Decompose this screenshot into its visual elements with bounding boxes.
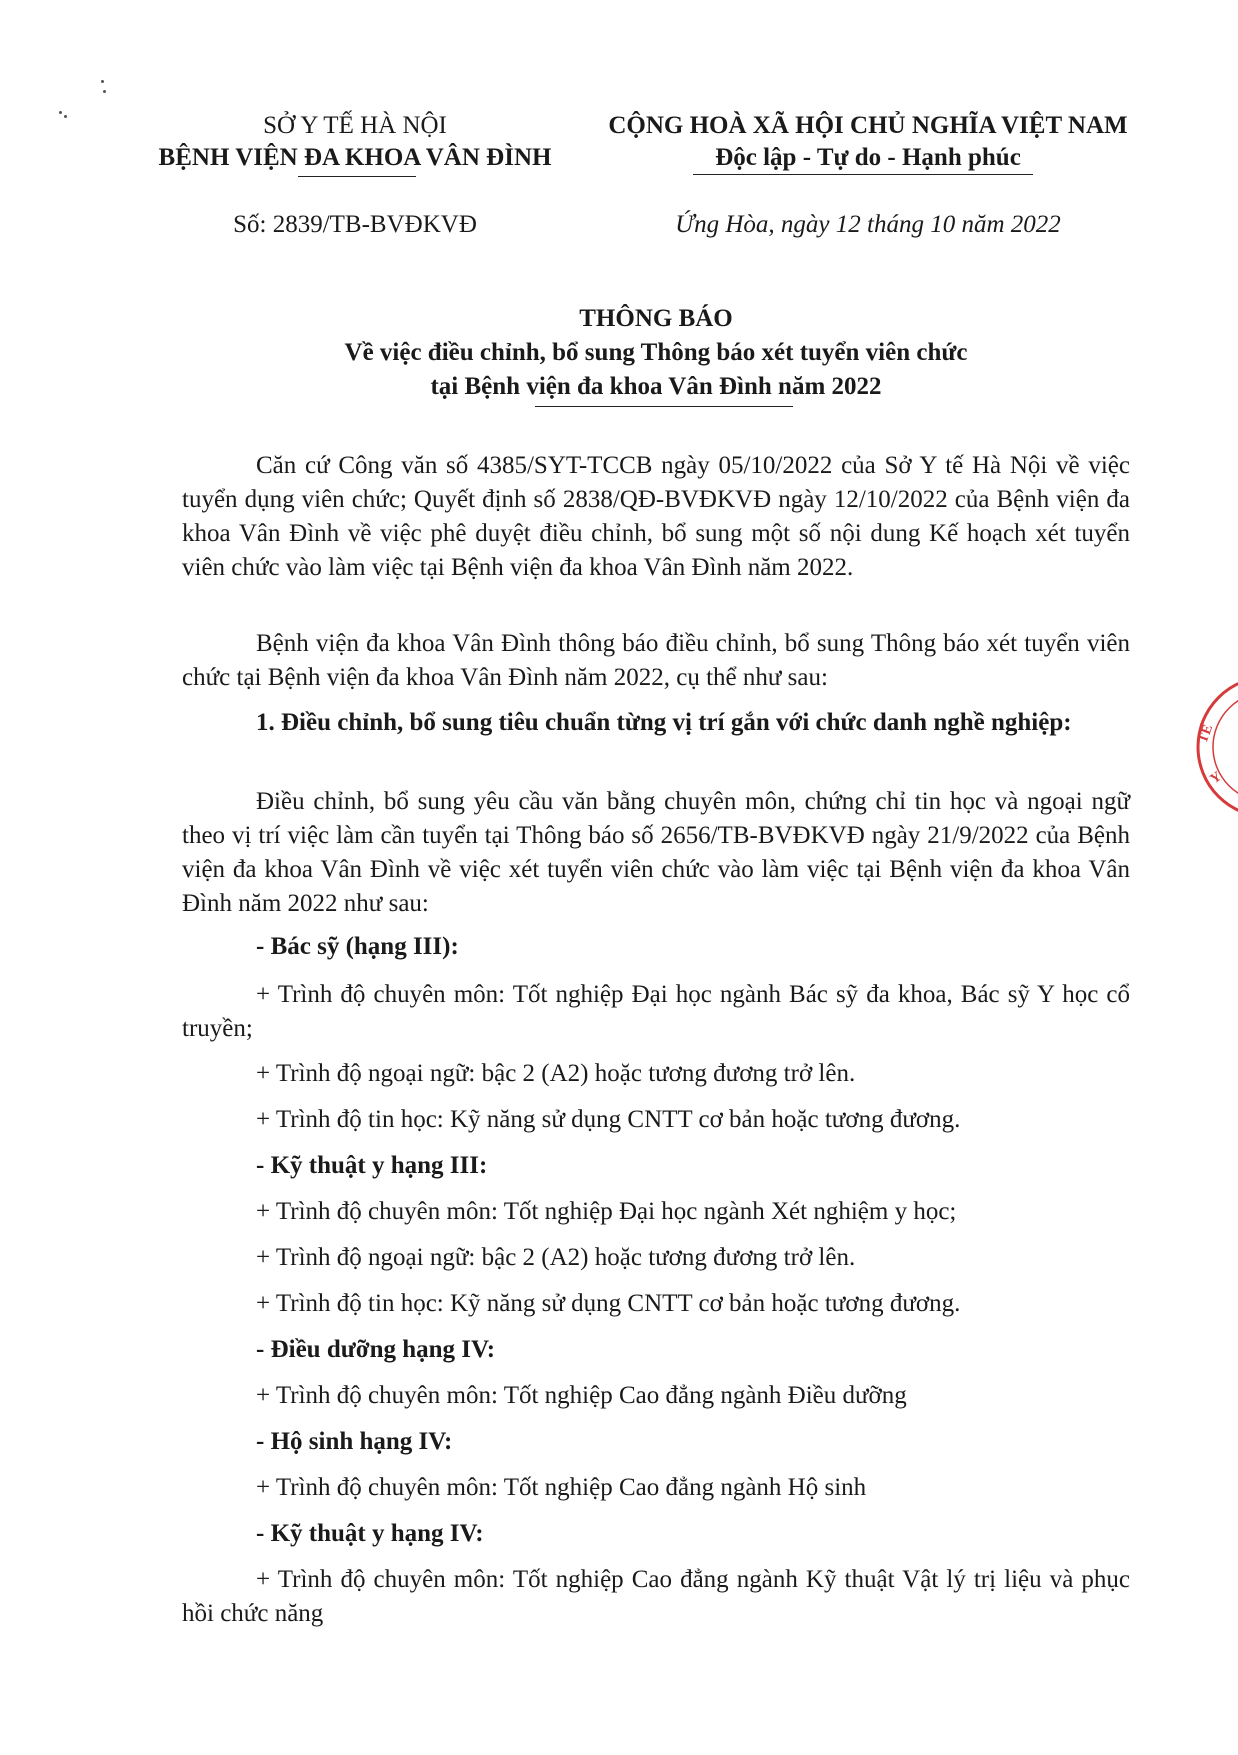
position-heading-bacsy: - Bác sỹ (hạng III): [256, 933, 459, 960]
ktyh3-tinhoc: + Trình độ tin học: Kỹ năng sử dụng CNTT cơ bản hoặc tương đương. [256, 1290, 961, 1317]
position-heading-ktyh3: - Kỹ thuật y hạng III: [256, 1152, 488, 1179]
paragraph-announcement: Bệnh viện đa khoa Vân Đình thông báo điều chỉnh, bổ sung Thông báo xét tuyển viên chức tại Bệnh viện đa khoa Vân Đình năm 2022, cụ thể như sau: [182, 630, 1130, 691]
red-seal-stamp [1188, 672, 1238, 822]
nation-title: CỘNG HOÀ XÃ HỘI CHỦ NGHĨA VIỆT NAM [608, 112, 1128, 139]
position-heading-dieuduong: - Điều dưỡng hạng IV: [256, 1336, 496, 1363]
paragraph-legal-basis: Căn cứ Công văn số 4385/SYT-TCCB ngày 05/10/2022 của Sở Y tế Hà Nội về việc tuyển dụng viên chức; Quyết định số 2838/QĐ-BVĐKVĐ ngày 12/10/2022 của Bệnh viện đa khoa Vân Đình về việc phê duyệt điều chỉnh, bổ sung một số nội dung Kế hoạch xét tuyển viên chức vào làm việc tại Bệnh viện đa khoa Vân Đình năm 2022. [182, 452, 1130, 581]
ktyh3-ngoaingu: + Trình độ ngoại ngữ: bậc 2 (A2) hoặc tương đương trở lên. [256, 1244, 856, 1271]
ktyh4-chuyenmon: + Trình độ chuyên môn: Tốt nghiệp Cao đẳng ngành Kỹ thuật Vật lý trị liệu và phục hồi chức năng [182, 1566, 1130, 1627]
position-heading-hosinh: - Hộ sinh hạng IV: [256, 1428, 453, 1455]
org-underline [298, 176, 416, 177]
document-title [182, 302, 1130, 404]
ktyh3-chuyenmon: + Trình độ chuyên môn: Tốt nghiệp Đại học ngành Xét nghiệm y học; [256, 1198, 957, 1225]
bacsy-tinhoc: + Trình độ tin học: Kỹ năng sử dụng CNTT cơ bản hoặc tương đương. [256, 1106, 961, 1133]
scan-speck [101, 80, 104, 83]
org-header [140, 109, 570, 175]
title-main: THÔNG BÁO [579, 305, 733, 332]
nation-header [598, 109, 1138, 175]
title-sub-1: Về việc điều chỉnh, bổ sung Thông báo xét tuyển viên chức [344, 339, 968, 366]
nation-motto: Độc lập - Tự do - Hạnh phúc [715, 144, 1021, 171]
bacsy-chuyenmon: + Trình độ chuyên môn: Tốt nghiệp Đại học ngành Bác sỹ đa khoa, Bác sỹ Y học cổ truyền; [182, 981, 1130, 1042]
bacsy-ngoaingu: + Trình độ ngoại ngữ: bậc 2 (A2) hoặc tương đương trở lên. [256, 1060, 856, 1087]
motto-underline [693, 174, 1033, 175]
org-name: BỆNH VIỆN ĐA KHOA VÂN ĐÌNH [158, 144, 552, 171]
org-parent: SỞ Y TẾ HÀ NỘI [263, 112, 447, 139]
section-1-heading: 1. Điều chỉnh, bổ sung tiêu chuẩn từng vị trí gắn với chức danh nghề nghiệp: [256, 709, 1072, 736]
stamp-outer-ring [1198, 677, 1238, 817]
title-sub-2: tại Bệnh viện đa khoa Vân Đình năm 2022 [430, 373, 882, 400]
paragraph-adjustment: Điều chỉnh, bổ sung yêu cầu văn bằng chuyên môn, chứng chỉ tin học và ngoại ngữ theo vị trí việc làm cần tuyển tại Thông báo số 2656/TB-BVĐKVĐ ngày 21/9/2022 của Bệnh viện đa khoa Vân Đình về việc xét tuyển viên chức vào làm việc tại Bệnh viện đa khoa Vân Đình năm 2022 như sau: [182, 788, 1130, 917]
scan-speck [59, 111, 62, 114]
dieuduong-chuyenmon: + Trình độ chuyên môn: Tốt nghiệp Cao đẳng ngành Điều dưỡng [256, 1382, 907, 1409]
stamp-lettering: TẾ [1195, 722, 1217, 746]
position-heading-ktyh4: - Kỹ thuật y hạng IV: [256, 1520, 484, 1547]
place-date: Ứng Hòa, ngày 12 tháng 10 năm 2022 [675, 211, 1061, 238]
doc-number: Số: 2839/TB-BVĐKVĐ [233, 211, 477, 238]
scan-speck [103, 90, 106, 93]
hosinh-chuyenmon: + Trình độ chuyên môn: Tốt nghiệp Cao đẳng ngành Hộ sinh [256, 1474, 867, 1501]
stamp-lettering: Y [1207, 769, 1225, 788]
title-underline [535, 406, 793, 407]
scan-speck [64, 115, 67, 118]
